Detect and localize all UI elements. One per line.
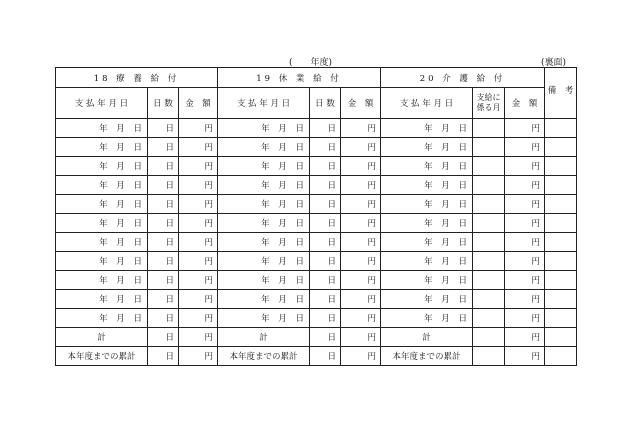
amount-cell[interactable]: 円: [505, 157, 545, 176]
pay-date-cell[interactable]: 年 月 日: [218, 195, 310, 214]
notes-cell[interactable]: [545, 138, 577, 157]
section-title-care: 20 介 護 給 付: [381, 68, 545, 88]
notes-cell[interactable]: [545, 214, 577, 233]
table-row: [56, 309, 577, 328]
pay-date-cell[interactable]: 年 月 日: [56, 233, 148, 252]
days-cell[interactable]: 日: [310, 119, 341, 138]
amount-cell[interactable]: 円: [505, 252, 545, 271]
total-notes[interactable]: [545, 328, 577, 347]
pay-date-cell[interactable]: 年 月 日: [218, 119, 310, 138]
pay-date-cell[interactable]: 年 月 日: [381, 271, 473, 290]
related-month-cell[interactable]: [473, 290, 505, 309]
amount-cell[interactable]: 円: [341, 157, 381, 176]
back-side-label: (裏面): [541, 58, 567, 68]
days-cell[interactable]: 日: [310, 138, 341, 157]
days-cell[interactable]: 日: [148, 157, 179, 176]
pay-date-cell[interactable]: 年 月 日: [218, 271, 310, 290]
amount-cell[interactable]: 円: [505, 214, 545, 233]
pay-date-cell[interactable]: 年 月 日: [56, 138, 148, 157]
pay-date-cell[interactable]: 年 月 日: [381, 119, 473, 138]
fiscal-year-label: ( 年度): [289, 58, 333, 68]
pay-date-cell[interactable]: 年 月 日: [218, 290, 310, 309]
pay-date-cell[interactable]: 年 月 日: [381, 138, 473, 157]
total-related-month[interactable]: [473, 328, 505, 347]
pay-date-cell[interactable]: 年 月 日: [381, 309, 473, 328]
pay-date-cell[interactable]: 年 月 日: [56, 290, 148, 309]
table-row: [56, 271, 577, 290]
days-cell[interactable]: 日: [148, 271, 179, 290]
cumulative-amount[interactable]: 円: [341, 347, 381, 366]
amount-cell[interactable]: 円: [505, 233, 545, 252]
days-cell[interactable]: 日: [310, 157, 341, 176]
cumulative-days[interactable]: 日: [310, 347, 341, 366]
amount-cell[interactable]: 円: [505, 176, 545, 195]
col-pay-date: 支 払 年 月 日: [218, 88, 310, 119]
days-cell[interactable]: 日: [148, 309, 179, 328]
days-cell[interactable]: 日: [148, 290, 179, 309]
total-amount[interactable]: 円: [505, 328, 545, 347]
amount-cell[interactable]: 円: [179, 309, 218, 328]
amount-cell[interactable]: 円: [179, 290, 218, 309]
total-amount[interactable]: 円: [179, 328, 218, 347]
total-label: 計: [56, 328, 148, 347]
pay-date-cell[interactable]: 年 月 日: [218, 309, 310, 328]
days-cell[interactable]: 日: [148, 176, 179, 195]
pay-date-cell[interactable]: 年 月 日: [381, 157, 473, 176]
related-month-cell[interactable]: [473, 309, 505, 328]
days-cell[interactable]: 日: [148, 252, 179, 271]
col-amount: 金 額: [505, 88, 545, 119]
amount-cell[interactable]: 円: [179, 214, 218, 233]
notes-cell[interactable]: [545, 157, 577, 176]
related-month-cell[interactable]: [473, 252, 505, 271]
amount-cell[interactable]: 円: [179, 252, 218, 271]
amount-cell[interactable]: 円: [341, 195, 381, 214]
pay-date-cell[interactable]: 年 月 日: [218, 176, 310, 195]
cumulative-notes[interactable]: [545, 347, 577, 366]
table-row: [56, 176, 577, 195]
days-cell[interactable]: 日: [148, 214, 179, 233]
cumulative-amount[interactable]: 円: [505, 347, 545, 366]
pay-date-cell[interactable]: 年 月 日: [56, 195, 148, 214]
col-amount: 金 額: [179, 88, 218, 119]
pay-date-cell[interactable]: 年 月 日: [56, 119, 148, 138]
col-related-month: 支給に係る月: [473, 88, 505, 119]
amount-cell[interactable]: 円: [341, 233, 381, 252]
related-month-cell[interactable]: [473, 119, 505, 138]
notes-cell[interactable]: [545, 252, 577, 271]
table-row: [56, 252, 577, 271]
related-month-cell[interactable]: [473, 233, 505, 252]
days-cell[interactable]: 日: [310, 195, 341, 214]
table-row: [56, 119, 577, 138]
days-cell[interactable]: 日: [310, 290, 341, 309]
days-cell[interactable]: 日: [310, 233, 341, 252]
section-title-leave: 19 休 業 給 付: [218, 68, 381, 88]
pay-date-cell[interactable]: 年 月 日: [56, 214, 148, 233]
amount-cell[interactable]: 円: [505, 309, 545, 328]
pay-date-cell[interactable]: 年 月 日: [56, 252, 148, 271]
amount-cell[interactable]: 円: [505, 195, 545, 214]
days-cell[interactable]: 日: [310, 252, 341, 271]
notes-cell[interactable]: [545, 119, 577, 138]
amount-cell[interactable]: 円: [341, 252, 381, 271]
pay-date-cell[interactable]: 年 月 日: [56, 176, 148, 195]
total-label: 計: [218, 328, 310, 347]
amount-cell[interactable]: 円: [341, 176, 381, 195]
amount-cell[interactable]: 円: [179, 138, 218, 157]
pay-date-cell[interactable]: 年 月 日: [381, 233, 473, 252]
pay-date-cell[interactable]: 年 月 日: [381, 195, 473, 214]
amount-cell[interactable]: 円: [179, 271, 218, 290]
notes-cell[interactable]: [545, 290, 577, 309]
related-month-cell[interactable]: [473, 157, 505, 176]
amount-cell[interactable]: 円: [179, 119, 218, 138]
amount-cell[interactable]: 円: [341, 271, 381, 290]
amount-cell[interactable]: 円: [505, 271, 545, 290]
days-cell[interactable]: 日: [310, 309, 341, 328]
pay-date-cell[interactable]: 年 月 日: [218, 233, 310, 252]
pay-date-cell[interactable]: 年 月 日: [381, 176, 473, 195]
pay-date-cell[interactable]: 年 月 日: [56, 271, 148, 290]
cumulative-label: 本年度までの累計: [381, 347, 473, 366]
table-row: [56, 195, 577, 214]
total-label: 計: [381, 328, 473, 347]
related-month-cell[interactable]: [473, 138, 505, 157]
related-month-cell[interactable]: [473, 195, 505, 214]
cumulative-days[interactable]: 日: [148, 347, 179, 366]
table-row: [56, 290, 577, 309]
notes-header: 備 考: [545, 68, 577, 119]
col-pay-date: 支 払 年 月 日: [56, 88, 148, 119]
amount-cell[interactable]: 円: [341, 290, 381, 309]
days-cell[interactable]: 日: [148, 233, 179, 252]
days-cell[interactable]: 日: [148, 138, 179, 157]
cumulative-related-month[interactable]: [473, 347, 505, 366]
table-row: [56, 157, 577, 176]
cumulative-label: 本年度までの累計: [56, 347, 148, 366]
col-pay-date: 支 払 年 月 日: [381, 88, 473, 119]
cumulative-label: 本年度までの累計: [218, 347, 310, 366]
col-days: 日 数: [148, 88, 179, 119]
related-month-cell[interactable]: [473, 214, 505, 233]
table-row: [56, 138, 577, 157]
pay-date-cell[interactable]: 年 月 日: [56, 309, 148, 328]
days-cell[interactable]: 日: [310, 176, 341, 195]
benefit-ledger-table: [55, 67, 577, 366]
pay-date-cell[interactable]: 年 月 日: [381, 252, 473, 271]
notes-cell[interactable]: [545, 309, 577, 328]
days-cell[interactable]: 日: [310, 214, 341, 233]
pay-date-cell[interactable]: 年 月 日: [381, 290, 473, 309]
notes-cell[interactable]: [545, 271, 577, 290]
pay-date-cell[interactable]: 年 月 日: [218, 214, 310, 233]
amount-cell[interactable]: 円: [179, 195, 218, 214]
notes-cell[interactable]: [545, 195, 577, 214]
related-month-cell[interactable]: [473, 271, 505, 290]
pay-date-cell[interactable]: 年 月 日: [218, 252, 310, 271]
total-days[interactable]: 日: [310, 328, 341, 347]
amount-cell[interactable]: 円: [179, 233, 218, 252]
pay-date-cell[interactable]: 年 月 日: [218, 157, 310, 176]
section-title-medical: 18 療 養 給 付: [56, 68, 218, 88]
related-month-cell[interactable]: [473, 176, 505, 195]
days-cell[interactable]: 日: [148, 195, 179, 214]
amount-cell[interactable]: 円: [179, 157, 218, 176]
amount-cell[interactable]: 円: [505, 290, 545, 309]
days-cell[interactable]: 日: [148, 119, 179, 138]
table-row: [56, 214, 577, 233]
amount-cell[interactable]: 円: [341, 138, 381, 157]
notes-cell[interactable]: [545, 233, 577, 252]
notes-cell[interactable]: [545, 176, 577, 195]
total-amount[interactable]: 円: [341, 328, 381, 347]
cumulative-amount[interactable]: 円: [179, 347, 218, 366]
amount-cell[interactable]: 円: [505, 138, 545, 157]
table-row: [56, 233, 577, 252]
col-days: 日 数: [310, 88, 341, 119]
amount-cell[interactable]: 円: [505, 119, 545, 138]
pay-date-cell[interactable]: 年 月 日: [381, 214, 473, 233]
pay-date-cell[interactable]: 年 月 日: [56, 157, 148, 176]
amount-cell[interactable]: 円: [341, 119, 381, 138]
days-cell[interactable]: 日: [310, 271, 341, 290]
amount-cell[interactable]: 円: [179, 176, 218, 195]
pay-date-cell[interactable]: 年 月 日: [218, 138, 310, 157]
col-amount: 金 額: [341, 88, 381, 119]
amount-cell[interactable]: 円: [341, 214, 381, 233]
amount-cell[interactable]: 円: [341, 309, 381, 328]
total-days[interactable]: 日: [148, 328, 179, 347]
